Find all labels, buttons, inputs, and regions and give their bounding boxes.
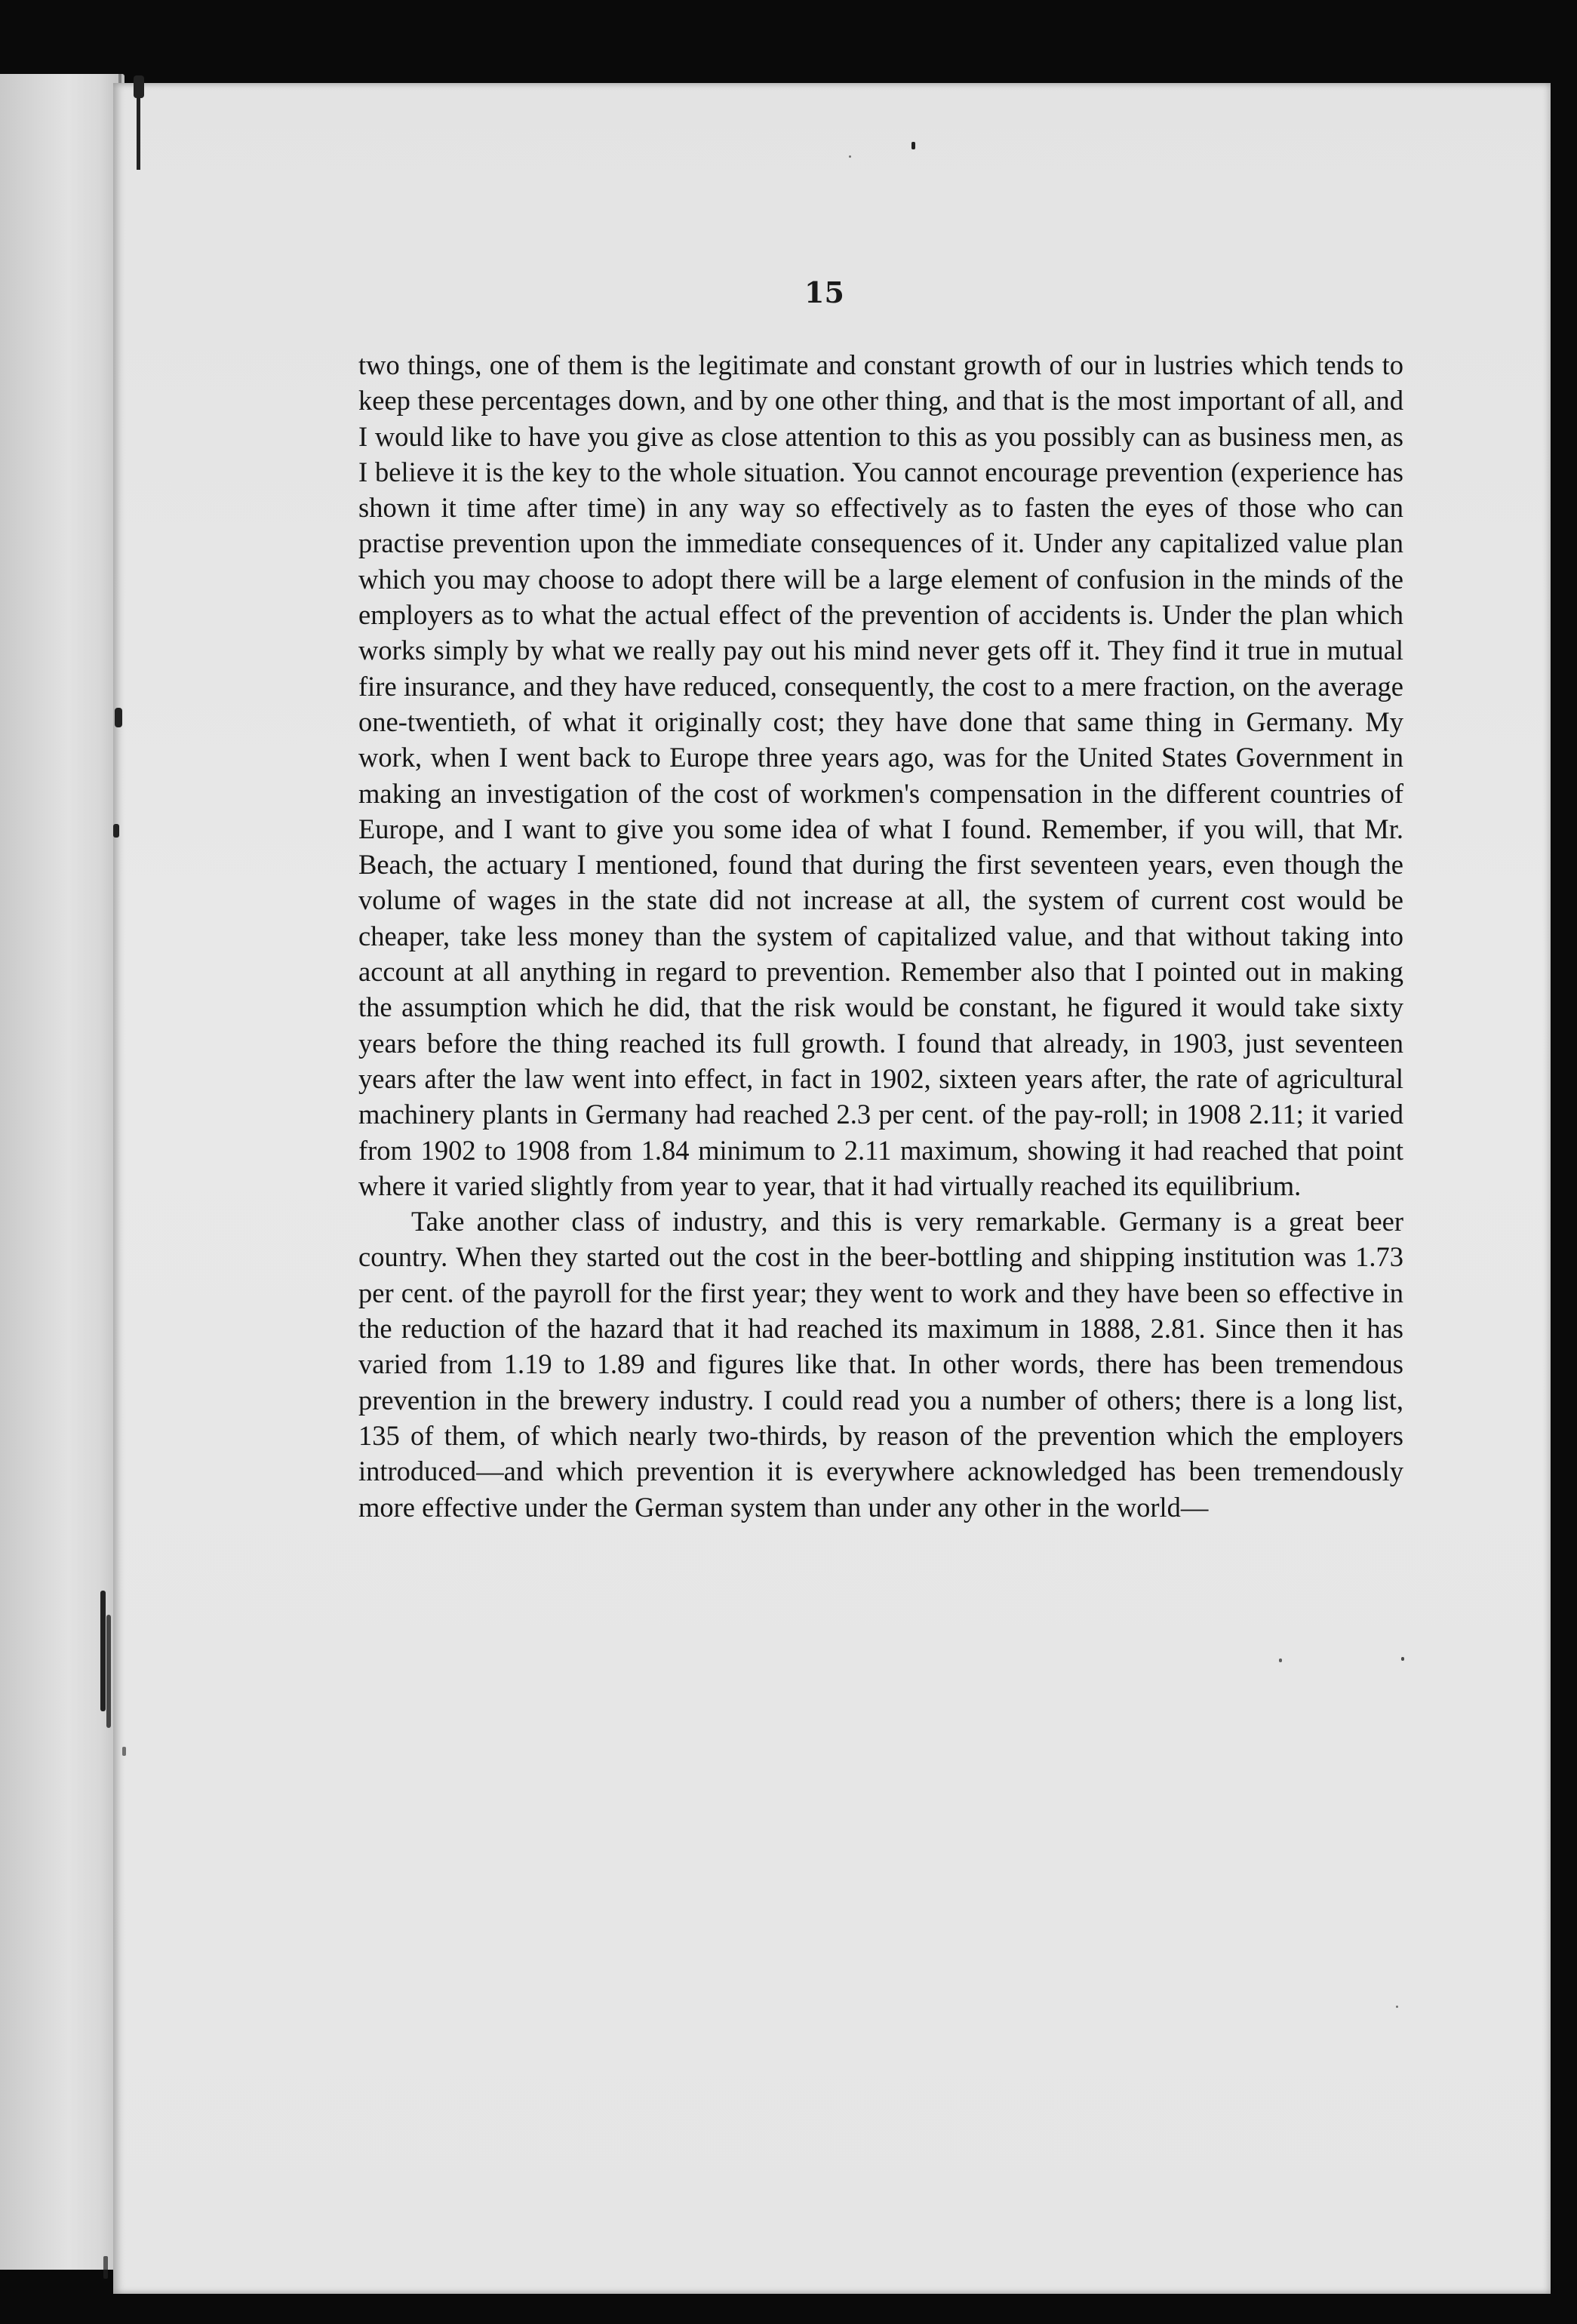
binding-mark [137,98,140,170]
binding-mark [100,1591,106,1711]
binding-mark [113,824,119,838]
scan-speck [849,155,851,158]
binding-mark [134,75,144,98]
scan-speck [911,142,915,149]
body-text [358,347,1403,1525]
paragraph: two things, one of them is the legitimate and constant growth of our in lustries which tends to keep these percentages down, and by one other thing, and that is the most important of all, and I would like to have you give as close attention to this as you possibly can as business men, as I believe it is the key to the whole situation. You cannot encourage prevention (experience has shown it time after time) in any way so effectively as to fasten the eyes of those who can practise prevention upon the immediate consequences of it. Under any capitalized value plan which you may choose to adopt there will be a large element of confusion in the minds of the employers as to what the actual effect of the prevention of accidents is. Under the plan which works simply by what we really pay out his mind never gets off it. They find it true in mutual fire insurance, and they have reduced, consequently, the cost to a mere fraction, on the average one-twentieth, of what it originally cost; they have done that same thing in Germany. My work, when I went back to Europe three years ago, was for the United States Government in making an investigation of the cost of workmen's compensation in the different countries of Europe, and I want to give you some idea of what I found. Remember, if you will, that Mr. Beach, the actuary I mentioned, found that during the first seventeen years, even though the volume of wages in the state did not increase at all, the system of current cost would be cheaper, take less money than the system of capitalized value, and that without taking into account at all anything in regard to prevention. Remember also that I pointed out in making the assumption which he did, that the risk would be constant, he figured it would take sixty years before the thing reached its full growth. I found that already, in 1903, just seventeen years after the law went into effect, in fact in 1902, sixteen years after, the rate of agricultural machinery plants in Germany had reached 2.3 per cent. of the pay-roll; in 1908 2.11; it varied from 1902 to 1908 from 1.84 minimum to 2.11 maximum, showing it had reached that point where it varied slightly from year to year, that it had virtually reached its equilibrium. [358,349,1403,1201]
scan-speck [1396,2006,1398,2008]
scan-speck [1401,1657,1404,1661]
book-page [113,83,1551,2294]
binding-mark [103,2256,108,2279]
page-number: 15 [804,275,844,309]
previous-page-edge [0,74,124,2270]
binding-mark [115,708,122,727]
paragraph: Take another class of industry, and this is very remarkable. Germany is a great beer country. When they started out the cost in the beer-bottling and shipping institution was 1.73 per cent. of the payroll for the first year; they went to work and they have been so effective in the reduction of the hazard that it had reached its maximum in 1888, 2.81. Since then it has varied from 1.19 to 1.89 and figures like that. In other words, there has been tremendous prevention in the brewery industry. I could read you a number of others; there is a long list, 135 of them, of which nearly two-thirds, by reason of the prevention which the employers introduced—and which prevention it is everywhere acknowledged has been tremendously more effective under the German system than under any other in the world— [358,1206,1403,1523]
binding-mark [122,1747,126,1756]
binding-mark [106,1615,111,1728]
scan-speck [1279,1658,1282,1662]
